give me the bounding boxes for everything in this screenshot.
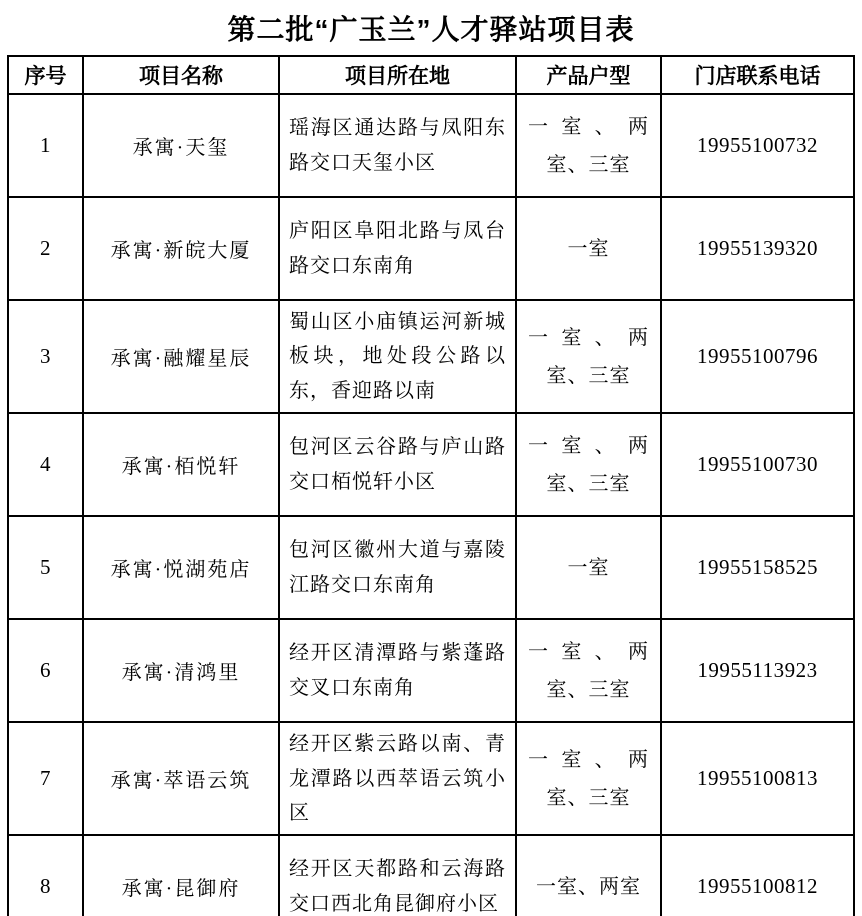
col-header-type: 产品户型 (516, 56, 661, 94)
cell-project-name: 承寓·昆御府 (83, 835, 279, 916)
cell-no: 7 (8, 722, 83, 835)
col-header-phone: 门店联系电话 (661, 56, 854, 94)
table-row (8, 619, 854, 722)
col-header-name: 项目名称 (83, 56, 279, 94)
cell-project-name: 承寓·清鸿里 (83, 619, 279, 722)
cell-phone: 19955139320 (661, 197, 854, 300)
cell-no: 5 (8, 516, 83, 619)
cell-location: 包河区云谷路与庐山路交口栢悦轩小区 (279, 413, 516, 516)
col-header-no: 序号 (8, 56, 83, 94)
table-row (8, 516, 854, 619)
page-title: 第二批“广玉兰”人才驿站项目表 (227, 14, 635, 45)
cell-phone: 19955100730 (661, 413, 854, 516)
cell-project-name: 承寓·栢悦轩 (83, 413, 279, 516)
cell-no: 6 (8, 619, 83, 722)
cell-project-name: 承寓·融耀星辰 (83, 300, 279, 413)
cell-unit-type: 一室、两室、三室 (516, 300, 661, 413)
cell-no: 1 (8, 94, 83, 197)
cell-location: 经开区紫云路以南、青龙潭路以西萃语云筑小区 (279, 722, 516, 835)
cell-location: 瑶海区通达路与凤阳东路交口天玺小区 (279, 94, 516, 197)
table-row (8, 197, 854, 300)
cell-location: 经开区清潭路与紫蓬路交叉口东南角 (279, 619, 516, 722)
cell-unit-type: 一室、两室、三室 (516, 619, 661, 722)
cell-phone: 19955100732 (661, 94, 854, 197)
table-row (8, 94, 854, 197)
cell-unit-type: 一室、两室、三室 (516, 722, 661, 835)
cell-unit-type: 一室 (516, 197, 661, 300)
cell-location: 庐阳区阜阳北路与凤台路交口东南角 (279, 197, 516, 300)
cell-phone: 19955158525 (661, 516, 854, 619)
cell-project-name: 承寓·天玺 (83, 94, 279, 197)
cell-phone: 19955113923 (661, 619, 854, 722)
cell-project-name: 承寓·新皖大厦 (83, 197, 279, 300)
cell-project-name: 承寓·萃语云筑 (83, 722, 279, 835)
cell-no: 3 (8, 300, 83, 413)
cell-unit-type: 一室、两室 (516, 835, 661, 916)
cell-location: 蜀山区小庙镇运河新城板块，地处段公路以东，香迎路以南 (279, 300, 516, 413)
cell-no: 4 (8, 413, 83, 516)
project-table (7, 55, 855, 916)
cell-unit-type: 一室、两室、三室 (516, 94, 661, 197)
cell-location: 经开区天都路和云海路交口西北角昆御府小区 (279, 835, 516, 916)
table-row (8, 413, 854, 516)
cell-no: 8 (8, 835, 83, 916)
cell-project-name: 承寓·悦湖苑店 (83, 516, 279, 619)
cell-phone: 19955100813 (661, 722, 854, 835)
table-row (8, 300, 854, 413)
table-row (8, 835, 854, 916)
cell-phone: 19955100796 (661, 300, 854, 413)
cell-unit-type: 一室、两室、三室 (516, 413, 661, 516)
col-header-location: 项目所在地 (279, 56, 516, 94)
table-row (8, 722, 854, 835)
table-header-row (8, 56, 854, 94)
cell-phone: 19955100812 (661, 835, 854, 916)
cell-unit-type: 一室 (516, 516, 661, 619)
cell-location: 包河区徽州大道与嘉陵江路交口东南角 (279, 516, 516, 619)
cell-no: 2 (8, 197, 83, 300)
